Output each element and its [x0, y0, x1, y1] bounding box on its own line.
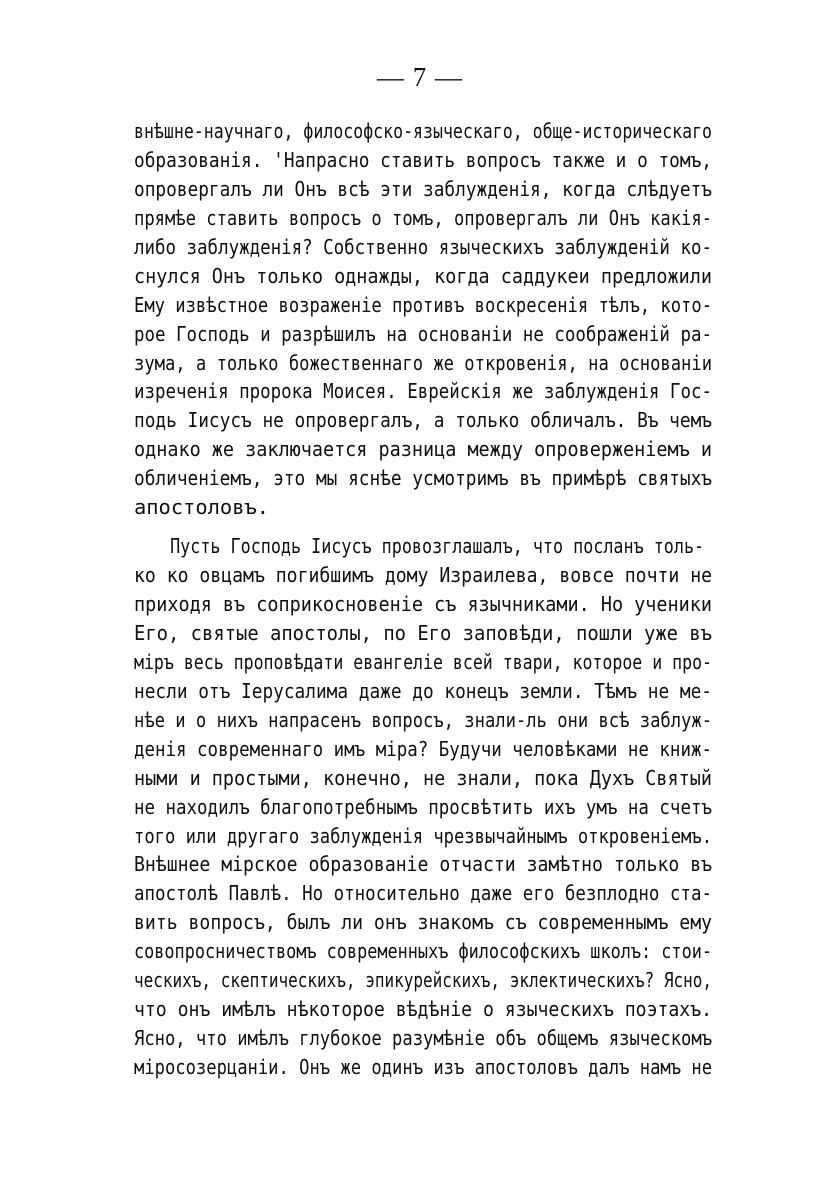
text-line: денія современнаго имъ міра? Будучи человѣками не книж-	[134, 736, 712, 761]
text-line: нѣе и о нихъ напрасенъ вопросъ, знали-ль они всѣ заблуж-	[134, 707, 713, 732]
text-line: однако же заключается разница между опроверженіемъ и	[134, 437, 712, 462]
text-line: либо заблужденія? Собственно языческихъ заблужденій ко-	[134, 234, 712, 259]
text-line: внѣшне-научнаго, философско-языческаго, обще-историческаго	[134, 119, 713, 143]
text-line: образованія. 'Напрасно ставить вопросъ также и о томъ,	[134, 147, 713, 172]
text-line: ными и простыми, конечно, не знали, пока Духъ Святый	[134, 765, 712, 790]
text-line: ко ко овцамъ погибшимъ дому Израилева, вовсе почти не	[134, 563, 713, 588]
text-line: прямѣе ставить вопросъ о томъ, опровергалъ ли Онъ какія-	[134, 205, 713, 230]
text-line: подь Іисусъ не опровергалъ, а только обличалъ. Въ чемъ	[134, 408, 713, 433]
text-line: изреченія пророка Моисея. Еврейскія же заблужденія Гос-	[134, 379, 712, 404]
text-line: апостоловъ.	[134, 495, 270, 520]
text-line: вить вопросъ, былъ ли онъ знакомъ съ современнымъ ему	[134, 910, 713, 935]
text-line: снулся Онъ только однажды, когда саддукеи предложили	[134, 263, 712, 288]
text-line: рое Господь и разрѣшилъ на основаніи не соображеній ра-	[134, 321, 712, 346]
text-line: совопросничествомъ современныхъ философскихъ школъ: стои-	[134, 939, 712, 964]
text-line: апостолѣ Павлѣ. Но относительно даже его безплодно ста-	[134, 881, 712, 906]
text-line: не находилъ благопотребнымъ просвѣтить ихъ умъ на счетъ	[134, 794, 712, 819]
text-line: обличеніемъ, это мы яснѣе усмотримъ въ примѣрѣ святыхъ	[134, 466, 713, 491]
text-line: Его, святые апостолы, по Его заповѣди, пошли уже въ	[134, 620, 713, 645]
text-line: Пусть Господь Іисусъ провозглашалъ, что посланъ толь-	[170, 534, 705, 559]
text-line: Внѣшнее мірское образованіе отчасти замѣтно только въ	[134, 852, 713, 877]
text-line: ческихъ, скептическихъ, эпикурейскихъ, эклектическихъ? Ясно,	[134, 968, 712, 993]
text-line: міросозерцаніи. Онъ же одинъ изъ апостоловъ далъ намъ не	[134, 1055, 713, 1079]
text-line: что онъ имѣлъ нѣкоторое вѣдѣніе о языческихъ поэтахъ.	[134, 997, 713, 1022]
body-text	[134, 117, 712, 1082]
text-line: Ему извѣстное возраженіе противъ воскресенія тѣлъ, кото-	[134, 292, 713, 317]
text-line: того или другаго заблужденія чрезвычайнымъ откровеніемъ.	[134, 823, 713, 848]
text-line: міръ весь проповѣдати евангеліе всей твари, которое и про-	[134, 649, 713, 674]
text-line: несли отъ Іерусалима даже до конецъ земли. Тѣмъ не ме-	[134, 678, 713, 703]
text-line: Ясно, что имѣлъ глубокое разумѣніе объ общемъ языческомъ	[134, 1026, 713, 1051]
text-line: опровергалъ ли Онъ всѣ эти заблужденія, когда слѣдуетъ	[134, 176, 713, 201]
text-line: приходя въ соприкосновеніе съ язычниками. Но ученики	[134, 592, 712, 616]
paragraph-1	[134, 117, 712, 522]
page-number: — 7 —	[377, 62, 463, 92]
text-line: зума, а только божественнаго же откровенія, на основаніи	[134, 350, 713, 375]
paragraph-2	[134, 532, 712, 1082]
